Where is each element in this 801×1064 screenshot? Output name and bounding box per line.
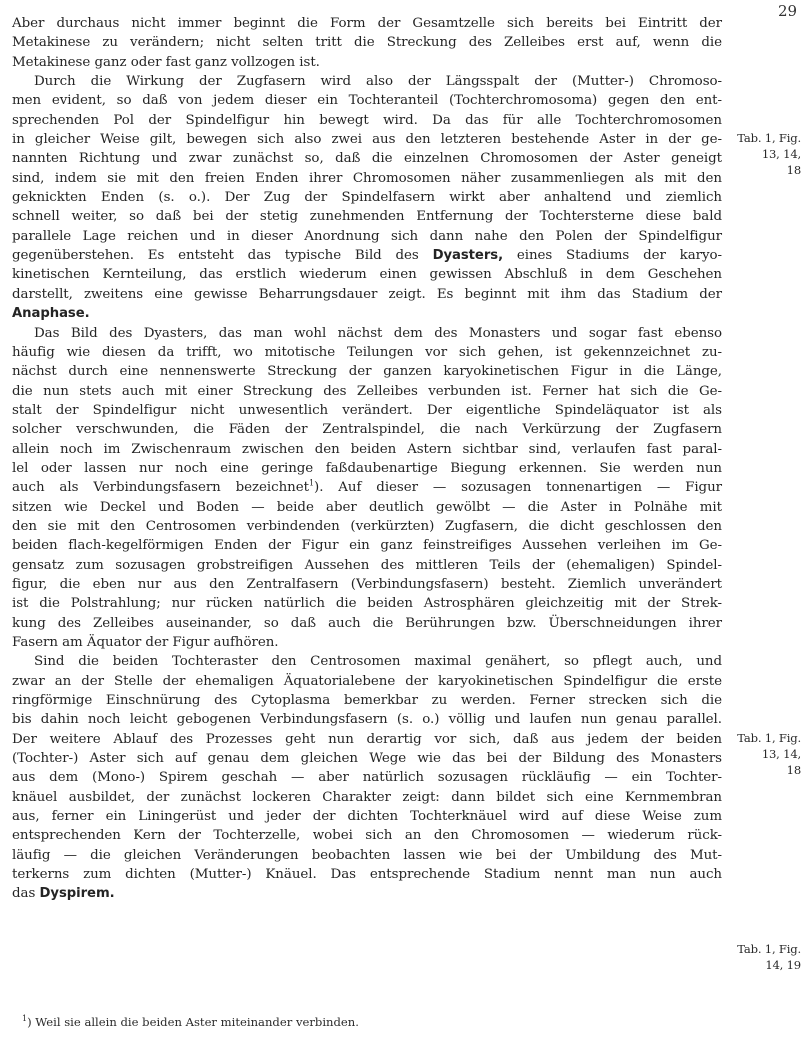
text-line: ringförmige Einschnürung des Cytoplasma bemerkbar zu werden. Ferner strecken sich die bbox=[12, 693, 722, 709]
text-line: sitzen wie Deckel und Boden — beide aber deutlich gewölbt — die Aster in Polnähe mit bbox=[12, 499, 722, 515]
margin-note bbox=[723, 730, 801, 778]
text-line: (Tochter-) Aster sich auf genau dem gleichen Wege wie das bei der Bildung des Monasters bbox=[12, 751, 722, 767]
text-line: nannten Richtung und zwar zunächst so, daß die einzelnen Chromosomen der Aster geneigt bbox=[12, 151, 722, 167]
footnote-text: ) Weil sie allein die beiden Aster miteinander verbinden. bbox=[27, 1015, 359, 1029]
text-line: Fasern am Äquator der Figur aufhören. bbox=[12, 635, 279, 650]
footnote-marker: 1 bbox=[308, 478, 315, 488]
margin-note bbox=[723, 130, 801, 178]
text-line: Sind die beiden Tochteraster den Centrosomen maximal genähert, so pflegt auch, und bbox=[34, 654, 722, 670]
text-line: parallele Lage reichen und in dieser Anordnung sich dann nahe den Polen der Spindelfigur bbox=[12, 228, 722, 244]
text-line: kung des Zelleibes auseinander, so daß auch die Berührungen bzw. Überschneidungen ihrer bbox=[12, 615, 722, 631]
margin-note-line: 18 bbox=[786, 163, 801, 177]
text-line: geknickten Enden (s. o.). Der Zug der Spindelfasern wirkt aber anhaltend und ziemlich bbox=[12, 190, 722, 206]
text-line: lel oder lassen nur noch eine geringe faßdaubenartige Biegung erkennen. Sie werden nun bbox=[12, 460, 722, 476]
text-line: den sie mit den Centrosomen verbindenden (verkürzten) Zugfasern, die dicht geschlossen den bbox=[12, 518, 722, 534]
text-line: in gleicher Weise gilt, bewegen sich also zwei aus den letzteren bestehende Aster in der ge- bbox=[12, 132, 722, 148]
text-line: men evident, so daß von jedem dieser ein Tochteranteil (Tochterchromosoma) gegen den ent- bbox=[12, 93, 722, 109]
margin-note-line: Tab. 1, Fig. 13, 14, bbox=[737, 731, 801, 761]
term-dyspirem: Dyspirem. bbox=[39, 886, 115, 902]
margin-note-line: 18 bbox=[786, 763, 801, 777]
text-line: stalt der Spindelfigur nicht unwesentlich verändert. Der eigentliche Spindeläquator ist als bbox=[12, 402, 722, 418]
footnote bbox=[22, 1015, 359, 1029]
margin-note-line: Tab. 1, Fig. 14, 19 bbox=[737, 942, 801, 972]
term-anaphase: Anaphase. bbox=[12, 306, 90, 322]
text-line: zwar an der Stelle der ehemaligen Äquatorialebene der karyokinetischen Spindelfigur die erste bbox=[12, 673, 722, 689]
page-number: 29 bbox=[778, 2, 798, 20]
text-line: die nun stets auch mit einer Streckung des Zelleibes verbunden ist. Ferner hat sich die Ge- bbox=[12, 383, 722, 399]
text-line: solcher verschwunden, die Fäden der Zentralspindel, die nach Verkürzung der Zugfasern bbox=[12, 422, 722, 438]
text-line bbox=[12, 246, 722, 265]
margin-note-line: Tab. 1, Fig. 13, 14, bbox=[737, 131, 801, 161]
text-line: allein noch im Zwischenraum zwischen den beiden Astern sichtbar sind, verlaufen fast paral- bbox=[12, 441, 722, 457]
text-line: kinetischen Kernteilung, das erstlich wiederum einen gewissen Abschluß in dem Geschehen bbox=[12, 267, 722, 283]
text-line: ist die Polstrahlung; nur rücken natürlich die beiden Astrosphären gleichzeitig mit der Strek- bbox=[12, 596, 722, 612]
text-line: Aber durchaus nicht immer beginnt die Form der Gesamtzelle sich bereits bei Eintritt der bbox=[12, 16, 722, 31]
text-line: knäuel ausbildet, der zunächst lockeren Charakter zeigt: dann bildet sich eine Kernmembran bbox=[12, 789, 722, 805]
text-line: aus, ferner ein Liningerüst und jeder der dichten Tochterknäuel wird auf diese Weise zum bbox=[12, 809, 722, 825]
text-line: beiden flach-kegelförmigen Enden der Figur ein ganz feinstreifiges Aussehen verleihen im Ge- bbox=[12, 538, 722, 554]
text-line: sind, indem sie mit den freien Enden ihrer Chromosomen näher zusammenliegen als mit den bbox=[12, 170, 722, 186]
text-segment: auch als Verbindungsfasern bezeichnet bbox=[12, 480, 309, 496]
text-line: Der weitere Ablauf des Prozesses geht nun derartig vor sich, daß aus jedem der beiden bbox=[12, 731, 722, 747]
term-dyasters: Dyasters, bbox=[432, 248, 504, 264]
text-line: bis dahin noch leicht gebogenen Verbindungsfasern (s. o.) völlig und laufen nun genau parallel. bbox=[12, 712, 722, 728]
text-line: Metakinese ganz oder fast ganz vollzogen ist. bbox=[12, 54, 320, 70]
text-line bbox=[12, 478, 722, 497]
text-line: schnell weiter, so daß bei der stetig zunehmenden Entfernung der Tochtersterne diese bald bbox=[12, 209, 722, 225]
text-line: Das Bild des Dyasters, das man wohl nächst dem des Monasters und sogar fast ebenso bbox=[34, 325, 722, 341]
text-line: sprechenden Pol der Spindelfigur hin bewegt wird. Da das für alle Tochterchromosomen bbox=[12, 112, 722, 128]
text-line: Metakinese zu verändern; nicht selten tritt die Streckung des Zelleibes erst auf, wenn die bbox=[12, 35, 722, 51]
text-line: figur, die eben nur aus den Zentralfasern (Verbindungsfasern) besteht. Ziemlich unverändert bbox=[12, 576, 722, 592]
text-segment: eines Stadiums der karyo- bbox=[503, 248, 722, 264]
text-line: gensatz zum sozusagen grobstreifigen Aussehen des mittleren Teils der (ehemaligen) Spindel- bbox=[12, 557, 722, 573]
text-line: aus dem (Mono-) Spirem geschah — aber natürlich sozusagen rückläufig — ein Tochter- bbox=[12, 770, 722, 786]
text-segment: gegenüberstehen. Es entsteht das typische Bild des bbox=[12, 248, 419, 264]
text-line: terkerns zum dichten (Mutter-) Knäuel. Das entsprechende Stadium nennt man nun auch bbox=[12, 867, 722, 883]
text-segment: ). Auf dieser — sozusagen tonnenartigen — Figur bbox=[314, 480, 722, 496]
text-line: entsprechenden Kern der Tochterzelle, wobei sich an den Chromosomen — wiederum rück- bbox=[12, 828, 722, 844]
margin-note bbox=[723, 941, 801, 973]
text-line: läufig — die gleichen Veränderungen beobachten lassen wie bei der Umbildung des Mut- bbox=[12, 847, 722, 863]
text-line: nächst durch eine nennenswerte Streckung der ganzen karyokinetischen Figur in die Länge, bbox=[12, 364, 722, 380]
body-text bbox=[12, 14, 722, 904]
text-line: häufig wie diesen da trifft, wo mitotische Teilungen vor sich gehen, ist gekennzeichnet zu- bbox=[12, 344, 722, 360]
text-line: darstellt, zweitens eine gewisse Beharrungsdauer zeigt. Es beginnt mit ihm das Stadium der bbox=[12, 286, 722, 302]
text-line: Durch die Wirkung der Zugfasern wird also der Längsspalt der (Mutter-) Chromoso- bbox=[34, 74, 722, 90]
footnote-number: 1 bbox=[22, 1014, 28, 1024]
text-segment: das bbox=[12, 886, 36, 902]
text-line bbox=[12, 884, 722, 903]
